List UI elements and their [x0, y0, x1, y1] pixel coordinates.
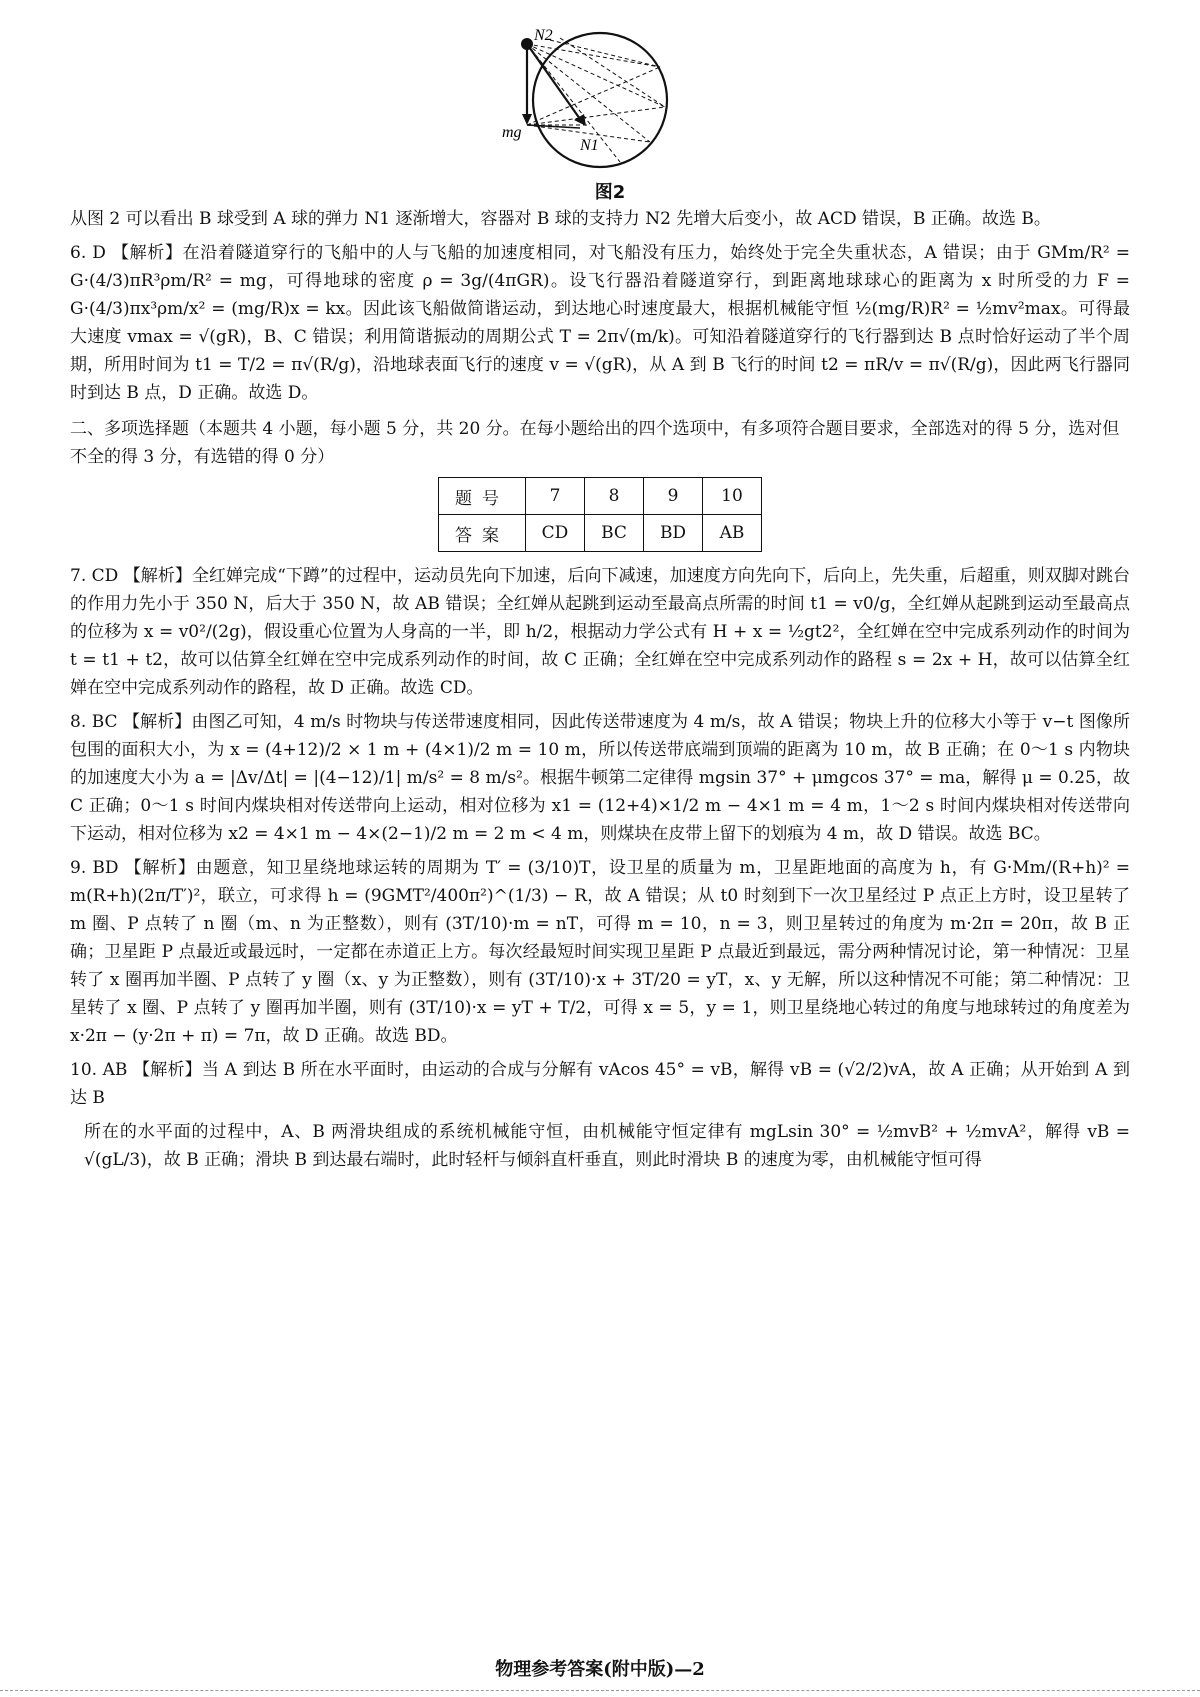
table-cell: BC	[585, 515, 644, 552]
figure-2	[500, 22, 700, 192]
paragraph-q5-conclusion: 从图 2 可以看出 B 球受到 A 球的弹力 N1 逐渐增大，容器对 B 球的支持力 N2 先增大后变小，故 ACD 错误，B 正确。故选 B。	[70, 209, 1051, 229]
paragraph-q8: 8. BC 【解析】由图乙可知，4 m/s 时物块与传送带速度相同，因此传送带速度为 4 m/s，故 A 错误；物块上升的位移大小等于 v−t 图像所包围的面积大小，为 x = (4+12)/2 × 1 m + (4×1)/2 m = 10 m，所以传送带底端到顶端的距离为 10 m，故 B 正确；在 0～1 s 内物块的加速度大小为 a = |Δv/Δt| = |(4−12)/1| m/s² = 8 m/s²。根据牛顿第二定律得 mgsin 37° + μmgcos 37° = ma，解得 μ = 0.25，故 C 正确；0～1 s 时间内煤块相对传送带向上运动，相对位移为 x1 = (12+4)×1/2 m − 4×1 m = 4 m，1～2 s 时间内煤块相对传送带向下运动，相对位移为 x2 = 4×1 m − 4×(2−1)/2 m = 2 m < 4 m，则煤块在皮带上留下的划痕为 4 m，故 D 错误。故选 BC。	[70, 712, 1130, 844]
figure-caption: 图2	[594, 182, 626, 203]
section-heading-multiple-choice: 二、多项选择题（本题共 4 小题，每小题 5 分，共 20 分。在每小题给出的四个选项中，有多项符合题目要求，全部选对的得 5 分，选对但不全的得 3 分，有选错的得 0 分）	[70, 419, 1120, 467]
table-cell: 8	[585, 478, 644, 515]
table-cell: 7	[526, 478, 585, 515]
table-cell: 10	[703, 478, 762, 515]
label-mg: mg	[502, 124, 522, 141]
table-cell: AB	[703, 515, 762, 552]
paragraph-q7: 7. CD 【解析】全红婵完成“下蹲”的过程中，运动员先向下加速，后向下减速，加速度方向先向下，后向上，先失重，后超重，则双脚对跳台的作用力先小于 350 N，后大于 350 N，故 AB 错误；全红婵从起跳到运动至最高点所需的时间 t1 = v0/g，全红婵从起跳到运动至最高点的位移为 x = v0²/(2g)，假设重心位置为人身高的一半，即 h/2，根据动力学公式有 H + x = ½gt2²，全红婵在空中完成系列动作的时间为 t = t1 + t2，故可以估算全红婵在空中完成系列动作的时间，故 C 正确；全红婵在空中完成系列动作的路程 s = 2x + H，故可以估算全红婵在空中完成系列动作的路程，故 D 正确。故选 CD。	[70, 566, 1130, 698]
paragraph-q9: 9. BD 【解析】由题意，知卫星绕地球运转的周期为 T′ = (3/10)T，设卫星的质量为 m，卫星距地面的高度为 h，有 G·Mm/(R+h)² = m(R+h)(2π/T′)²，联立，可求得 h = (9GMT²/400π²)^(1/3) − R，故 A 错误；从 t0 时刻到下一次卫星经过 P 点正上方时，设卫星转了 m 圈、P 点转了 n 圈（m、n 为正整数），则有 (3T/10)·m = nT，可得 m = 10，n = 3，则卫星转过的角度为 m·2π = 20π，故 B 正确；卫星距 P 点最近或最远时，一定都在赤道正上方。每次经最短时间实现卫星距 P 点最近到最远，需分两种情况讨论，第一种情况：卫星转了 x 圈再加半圈、P 点转了 y 圈（x、y 为正整数），则有 (3T/10)·x + 3T/20 = yT，x、y 无解，所以这种情况不可能；第二种情况：卫星转了 x 圈、P 点转了 y 圈再加半圈，则有 (3T/10)·x = yT + T/2，可得 x = 5，y = 1，则卫星绕地心转过的角度与地球转过的角度差为 x·2π − (y·2π + π) = 7π，故 D 正确。故选 BD。	[70, 858, 1130, 1046]
table-cell: 题号	[439, 478, 526, 515]
answer-content	[70, 205, 1130, 1180]
table-row	[439, 478, 762, 515]
divider	[0, 1690, 1200, 1691]
table-row	[439, 515, 762, 552]
page-footer: 物理参考答案(附中版)—2	[495, 1659, 705, 1680]
paragraph-q10-start: 10. AB 【解析】当 A 到达 B 所在水平面时，由运动的合成与分解有 vAcos 45° = vB，解得 vB = (√2/2)vA，故 A 正确；从开始到 A 到达 B	[70, 1060, 1130, 1108]
label-n1: N1	[580, 137, 599, 154]
force-diagram	[500, 22, 700, 192]
paragraph-q10-continued: 所在的水平面的过程中，A、B 两滑块组成的系统机械能守恒，由机械能守恒定律有 mgLsin 30° = ½mvB² + ½mvA²，解得 vB = √(gL/3)，故 B 正确；滑块 B 到达最右端时，此时轻杆与倾斜直杆垂直，则此时滑块 B 的速度为零，由机械能守恒可得	[84, 1122, 1130, 1170]
label-n2: N2	[534, 27, 553, 44]
table-cell: BD	[644, 515, 703, 552]
table-cell: CD	[526, 515, 585, 552]
answer-table	[438, 477, 762, 552]
table-cell: 答案	[439, 515, 526, 552]
paragraph-q6: 6. D 【解析】在沿着隧道穿行的飞船中的人与飞船的加速度相同，对飞船没有压力，始终处于完全失重状态，A 错误；由于 GMm/R² = G·(4/3)πR³ρm/R² = mg，可得地球的密度 ρ = 3g/(4πGR)。设飞行器沿着隧道穿行，到距离地球球心的距离为 x 时所受的力 F = G·(4/3)πx³ρm/x² = (mg/R)x = kx。因此该飞船做简谐运动，到达地心时速度最大，根据机械能守恒 ½(mg/R)R² = ½mv²max。可得最大速度 vmax = √(gR)，B、C 错误；利用简谐振动的周期公式 T = 2π√(m/k)。可知沿着隧道穿行的飞行器到达 B 点时恰好运动了半个周期，所用时间为 t1 = T/2 = π√(R/g)，沿地球表面飞行的速度 v = √(gR)，从 A 到 B 飞行的时间 t2 = πR/v = π√(R/g)，因此两飞行器同时到达 B 点，D 正确。故选 D。	[70, 243, 1130, 403]
table-cell: 9	[644, 478, 703, 515]
